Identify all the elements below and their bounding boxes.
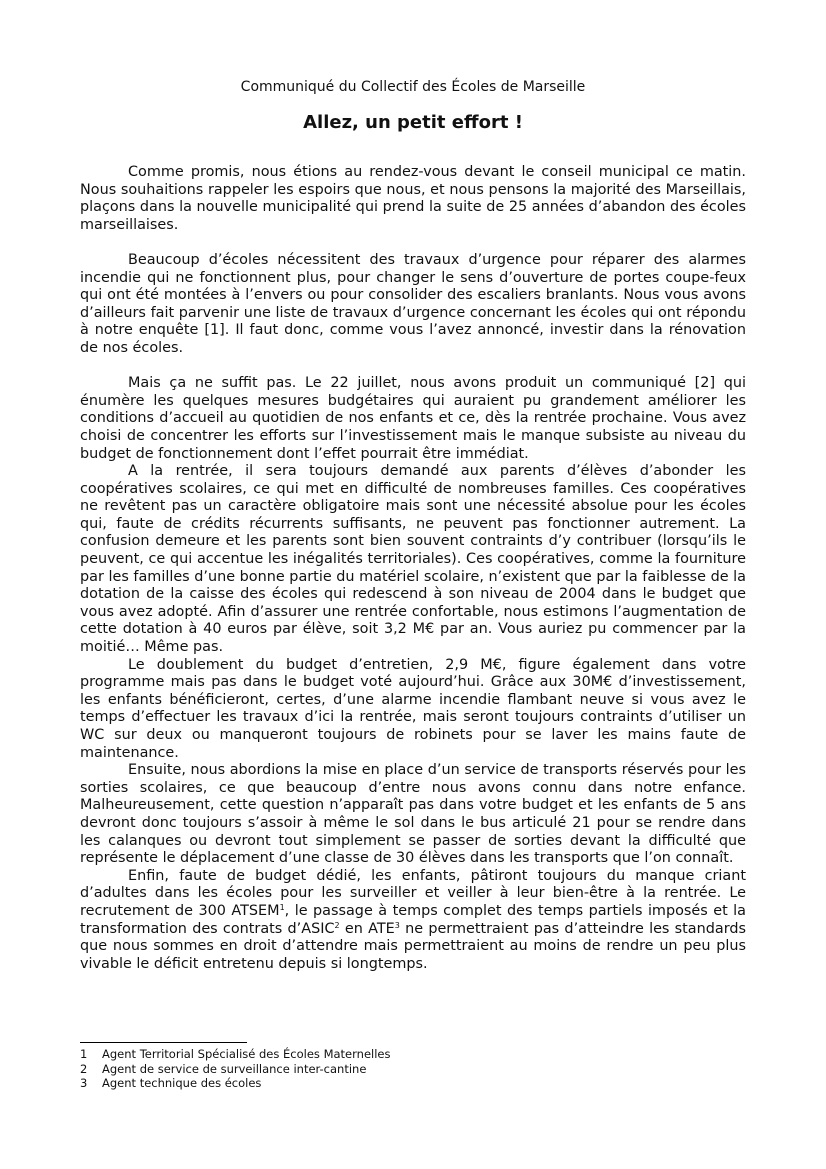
footnote-text: Agent de service de surveillance inter-cantine (102, 1061, 367, 1076)
document-page (80, 0, 746, 973)
footnotes (80, 1047, 390, 1091)
paragraph-text: ne permettraient pas d’atteindre les standards que nous sommes en droit d’attendre mais permettraient au moins de rendre un peu plus vivable le déficit entretenu depuis si longtemps. (80, 920, 746, 972)
paragraph: Le doublement du budget d’entretien, 2,9 M€, figure également dans votre programme mais pas dans le budget voté aujourd’hui. Grâce aux 30M€ d’investissement, les enfants bénéficieront, certes, d’une alarme incendie flambant neuve si vous avez le temps d’effectuer les travaux d’ici la rentrée, mais seront toujours contraints d’utiliser un WC sur deux ou manqueront toujours de robinets pour se laver les mains faute de maintenance. (80, 656, 746, 761)
footnote-number: 3 (80, 1076, 88, 1090)
paragraph: Mais ça ne suffit pas. Le 22 juillet, nous avons produit un communiqué [2] qui énumère les quelques mesures budgétaires qui auraient pu grandement améliorer les conditions d’accueil au quotidien de nos enfants et ce, dès la rentrée prochaine. Vous avez choisi de concentrer les efforts sur l’investissement mais le manque subsiste au niveau du budget de fonctionnement dont l’effet pourrait être immédiat. (80, 375, 746, 462)
paragraph-text: , le passage à temps complet des temps partiels imposés et la transformation des contrats d’ASIC (80, 902, 747, 937)
paragraph: Beaucoup d’écoles nécessitent des travaux d’urgence pour réparer des alarmes incendie qui ne fonctionnent plus, pour changer le sens d’ouverture de portes coupe-feux qui ont été montées à l’envers ou pour consolider des escaliers branlants. Nous vous avons d’ailleurs fait parvenir une liste de travaux d’urgence concernant les écoles qui ont répondu à notre enquête [1]. Il faut donc, comme vous l’avez annoncé, investir dans la rénovation de nos écoles. (80, 251, 746, 356)
paragraph: Comme promis, nous étions au rendez-vous devant le conseil municipal ce matin. Nous souhaitions rappeler les espoirs que nous, et nous pensons la majorité des Marseillais, plaçons dans la nouvelle municipalité qui prend la suite de 25 années d’abandon des écoles marseillaises. (80, 164, 746, 233)
document-body (80, 164, 746, 973)
footnote-number: 2 (80, 1061, 88, 1076)
document-title: Allez, un petit effort ! (303, 112, 523, 133)
footnote-ref[interactable]: 1 (279, 902, 285, 912)
paragraph-text: en ATE (339, 920, 395, 937)
footnote (80, 1047, 390, 1062)
footnote-text: Agent technique des écoles (102, 1076, 262, 1090)
footnote (80, 1062, 390, 1077)
footnote-text: Agent Territorial Spécialisé des Écoles Maternelles (102, 1047, 391, 1061)
document-header: Communiqué du Collectif des Écoles de Marseille (240, 79, 586, 95)
footnote-separator (80, 1042, 247, 1043)
footnote-number: 1 (80, 1047, 88, 1061)
paragraph-text: Enfin, faute de budget dédié, les enfants, pâtiront toujours du manque criant d’adultes dans les écoles pour les surveiller et veiller à leur bien-être à la rentrée. Le recrutement de 300 ATSEM (80, 867, 746, 919)
paragraph: A la rentrée, il sera toujours demandé aux parents d’élèves d’abonder les coopératives scolaires, ce qui met en difficulté de nombreuses familles. Ces coopératives ne revêtent pas un caractère obligatoire mais sont une nécessité absolue pour les écoles qui, faute de crédits récurrents suffisants, ne peuvent pas fonctionner autrement. La confusion demeure et les parents sont bien souvent contraints d’y contribuer (lorsqu’ils le peuvent, ce qui accentue les inégalités territoriales). Ces coopératives, comme la fourniture par les familles d’une bonne partie du matériel scolaire, n’existent que par la faiblesse de la dotation de la caisse des écoles qui redescend à son niveau de 2004 dans le budget que vous avez adopté. Afin d’assurer une rentrée confortable, nous estimons l’augmentation de cette dotation à 40 euros par élève, soit 3,2 M€ par an. Vous auriez pu commencer par la moitié… Même pas. (80, 463, 746, 656)
footnote (80, 1076, 390, 1091)
footnote-ref[interactable]: 2 (334, 920, 340, 930)
footnote-ref[interactable]: 3 (394, 920, 400, 930)
paragraph-last (80, 868, 746, 974)
paragraph: Ensuite, nous abordions la mise en place d’un service de transports réservés pour les sorties scolaires, ce que beaucoup d’entre nous avons connu dans notre enfance. Malheureusement, cette question n’apparaît pas dans votre budget et les enfants de 5 ans devront donc toujours s’assoir à même le sol dans le bus articulé 21 pour se rendre dans les calanques ou devront tout simplement se passer de sorties devant la difficulté que représente le déplacement d’une classe de 30 élèves dans les transports que l’on connaît. (80, 762, 746, 867)
